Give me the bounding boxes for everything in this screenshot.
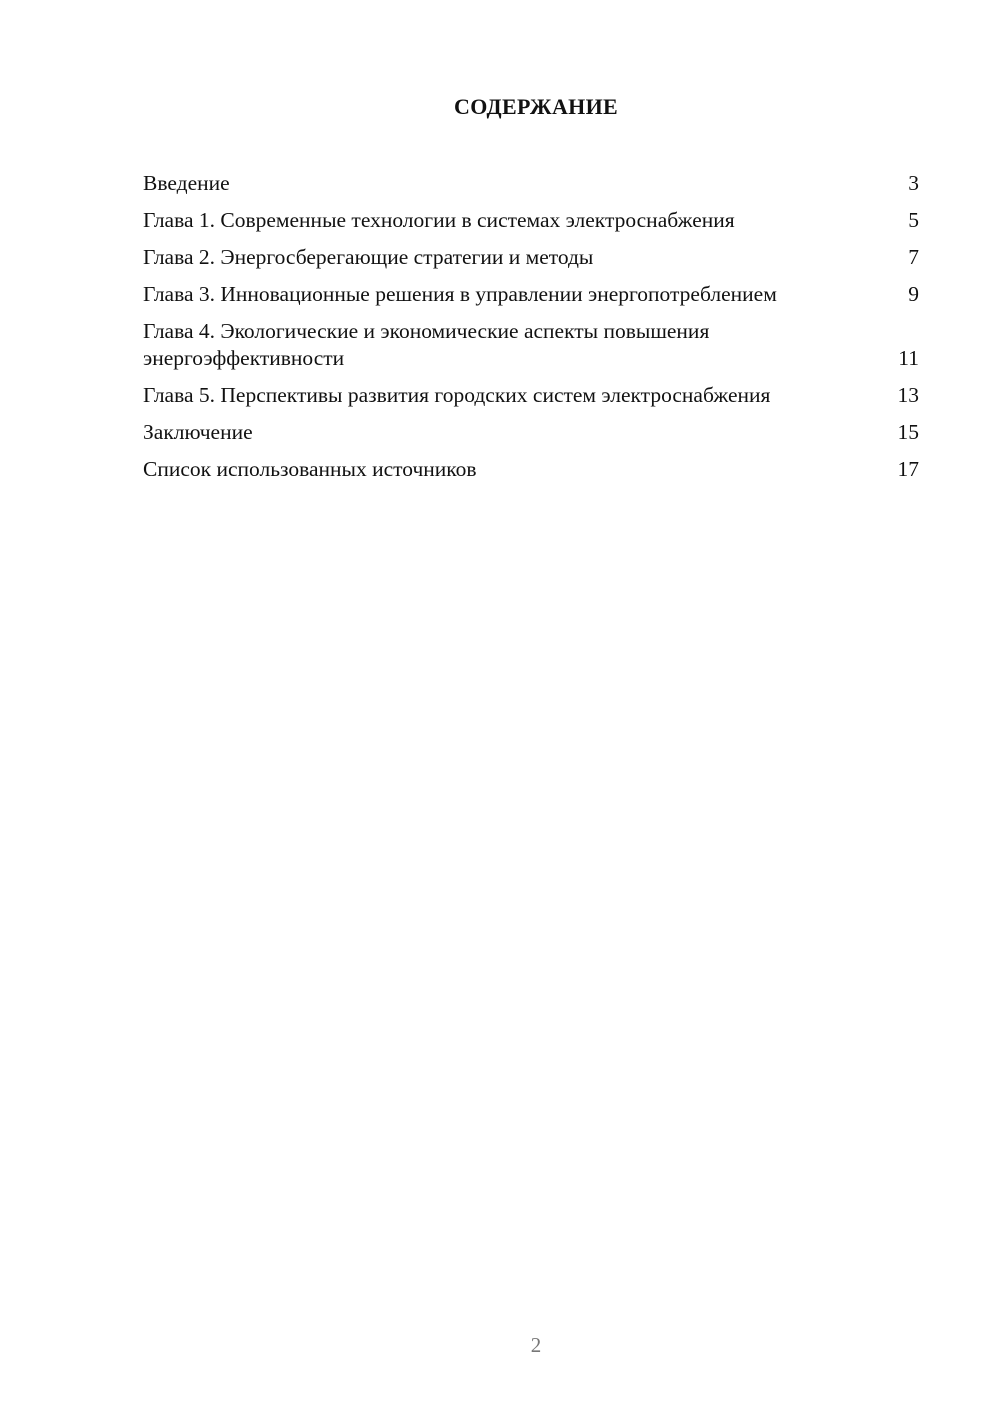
- table-of-contents: [143, 170, 919, 493]
- toc-entry-page: 7: [908, 245, 919, 269]
- toc-entry-page: 3: [908, 171, 919, 195]
- toc-entry-references: [143, 456, 919, 483]
- toc-entry-title: Список использованных источников: [143, 457, 477, 481]
- toc-entry-chapter-4: [143, 318, 919, 372]
- toc-entry-title: Глава 4. Экологические и экономические аспекты повышения энергоэффективности: [143, 319, 710, 370]
- toc-entry-page: 13: [897, 383, 919, 407]
- toc-entry-page: 5: [908, 208, 919, 232]
- toc-entry-title: Заключение: [143, 420, 253, 444]
- page-number: 2: [530, 1333, 542, 1357]
- toc-entry-chapter-2: [143, 244, 919, 271]
- page-title: СОДЕРЖАНИЕ: [454, 94, 618, 119]
- toc-entry-conclusion: [143, 419, 919, 446]
- toc-entry-chapter-5: [143, 382, 919, 409]
- toc-entry-title: Глава 2. Энергосберегающие стратегии и методы: [143, 245, 594, 269]
- toc-entry-page: 9: [908, 282, 919, 306]
- toc-entry-title: Глава 5. Перспективы развития городских систем электроснабжения: [143, 383, 771, 407]
- toc-entry-title: Введение: [143, 171, 230, 195]
- toc-entry-introduction: [143, 170, 919, 197]
- toc-entry-chapter-3: [143, 281, 919, 308]
- toc-entry-title: Глава 1. Современные технологии в системах электроснабжения: [143, 208, 735, 232]
- toc-entry-chapter-1: [143, 207, 919, 234]
- toc-entry-title: Глава 3. Инновационные решения в управлении энергопотреблением: [143, 282, 777, 306]
- toc-entry-page: 17: [897, 457, 919, 481]
- toc-entry-page: 15: [897, 420, 919, 444]
- toc-entry-page: 11: [898, 346, 919, 370]
